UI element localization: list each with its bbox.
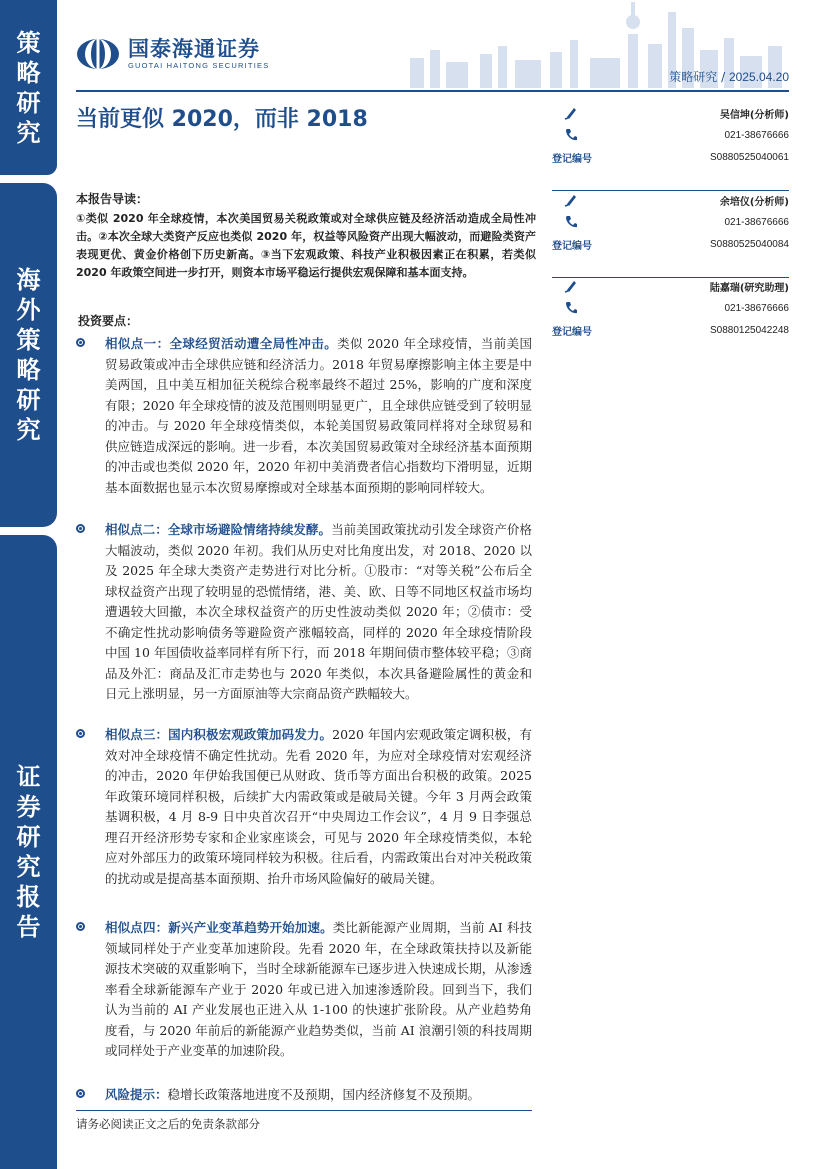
analyst-card [552, 191, 789, 271]
sidebar-char: 证 [16, 763, 41, 791]
sidebar-char: 研 [16, 386, 41, 414]
point-lead: 风险提示： [105, 1087, 168, 1102]
sidebar-char: 究 [16, 416, 41, 444]
disclaimer-note: 请务必阅读正文之后的免责条款部分 [76, 1117, 260, 1131]
logo-english-name: GUOTAI HAITONG SECURITIES [128, 61, 270, 70]
sidebar-char: 海 [16, 266, 41, 294]
sidebar-char: 略 [16, 58, 41, 87]
investment-point [76, 725, 532, 889]
point-body: 类似 2020 年全球疫情，当前美国贸易政策或冲击全球供应链和经济活力。2018 年贸易摩擦影响主体主要是中美两国，且中美互相加征关税综合税率最终不超过 25%，影响的广度和深度有限；2020 年全球疫情的波及范围则明显更广，且全球供应链受到了较明显的冲击。与 2020 年全球疫情类似，本轮美国贸易政策同样将对全球贸易和供应链造成深远的影响。进一步看，本次美国贸易政策对全球经济基本面预期的冲击或也类似 2020 年，2020 年初中美消费者信心指数均下滑明显，近期基本面数据也显示本次贸易摩擦或对全球基本面预期的影响同样较大。 [105, 336, 532, 495]
risk-warning [76, 1085, 532, 1106]
investment-point [76, 334, 532, 498]
sidebar-char: 券 [16, 793, 41, 821]
analyst-card [552, 104, 789, 184]
registration-label: 登记编号 [552, 326, 592, 338]
registration-number: S0880125042248 [710, 324, 789, 336]
bullet-icon [76, 524, 85, 533]
point-lead: 相似点一：全球经贸活动遭全局性冲击。 [105, 336, 338, 351]
logo-emblem-icon [76, 38, 120, 70]
point-lead: 相似点二：全球市场避险情绪持续发酵。 [105, 522, 332, 537]
point-paragraph [105, 520, 532, 705]
sidebar-char: 策 [16, 28, 41, 57]
bullet-icon [76, 922, 85, 931]
investment-points-heading: 投资要点： [78, 314, 139, 328]
phone-icon [564, 301, 578, 315]
sidebar-char: 研 [16, 88, 41, 117]
summary-heading: 本报告导读： [76, 192, 149, 206]
point-body: 类比新能源产业周期，当前 AI 科技领域同样处于产业变革加速阶段。先看 2020 年，在全球政策扶持以及新能源技术突破的双重影响下，当时全球新能源车已逐步进入快速成长期，从渗透率看全球新能源车产业于 2020 年或已进入加速渗透阶段。回到当下，我们认为当前的 AI 产业发展也正进入从 1-100 的快速扩张阶段。从产业趋势角度看，与 2020 年前后的新能源产业趋势类似，当前 AI 浪潮引领的科技周期或同样处于产业变革的加速阶段。 [105, 920, 532, 1058]
phone-icon [564, 215, 578, 229]
sidebar-char: 报 [16, 883, 41, 911]
sidebar-category-tag [0, 0, 57, 175]
meta-separator: / [721, 70, 729, 84]
phone-icon [564, 128, 578, 142]
footer-divider [76, 1110, 532, 1111]
point-paragraph [105, 334, 532, 498]
registration-number: S0880525040084 [710, 238, 789, 250]
logo-chinese-name: 国泰海通证券 [128, 37, 260, 61]
point-paragraph [105, 725, 532, 889]
bullet-icon [76, 1089, 85, 1098]
pen-icon [564, 279, 578, 293]
left-sidebar [0, 0, 57, 1169]
analyst-name: 陆嘉瑞(研究助理) [709, 282, 789, 294]
report-meta [669, 68, 789, 85]
sidebar-char: 研 [16, 823, 41, 851]
sidebar-char: 究 [16, 118, 41, 147]
sidebar-char: 略 [16, 356, 41, 384]
point-paragraph [105, 1085, 532, 1106]
bullet-icon [76, 729, 85, 738]
registration-label: 登记编号 [552, 153, 592, 165]
point-body: 当前美国政策扰动引发全球资产价格大幅波动，类似 2020 年初。我们从历史对比角度出发，对 2018、2020 以及 2025 年全球大类资产走势进行对比分析。①股市：“对等关税”公布后全球权益资产出现了较明显的恐慌情绪，港、美、欧、日等不同地区权益市场均遭遇较大回撤，本次全球权益资产的历史性波动类似 2020 年；②债市：受不确定性扰动影响债务等避险资产涨幅较高，同样的 2020 年全球疫情阶段中国 10 年国债收益率同样有所下行，而 2018 年期间债市整体较平稳；③商品及外汇：商品及汇市走势也与 2020 年类似，本次具备避险属性的黄金和日元上涨明显，另一方面原油等大宗商品资产跌幅较大。 [105, 522, 532, 701]
analyst-name: 余培仪(分析师) [719, 196, 789, 208]
report-category: 策略研究 [669, 70, 718, 84]
pen-icon [564, 106, 578, 120]
bullet-icon [76, 338, 85, 347]
pen-icon [564, 193, 578, 207]
registration-number: S0880525040061 [710, 151, 789, 163]
summary-text: ①类似 2020 年全球疫情，本次美国贸易关税政策或对全球供应链及经济活动造成全局性冲击。②本次全球大类资产反应也类似 2020 年，权益等风险资产出现大幅波动，而避险类资产表现更优、黄金价格创下历史新高。③当下宏观政策、科技产业积极因素正在积累，若类似 2020 年政策空间进一步打开，则资本市场平稳运行提供宏观保障和基本面支持。 [76, 212, 536, 279]
point-paragraph [105, 918, 532, 1062]
sidebar-char: 策 [16, 326, 41, 354]
point-body: 2020 年国内宏观政策定调积极，有效对冲全球疫情不确定性扰动。先看 2020 年，为应对全球疫情对宏观经济的冲击，2020 年伊始我国便已从财政、货币等方面出台积极的政策。2025 年政策环境同样积极，后续扩大内需政策或是破局关键。今年 3 月两会政策基调积极，4 月 8-9 日中央首次召开“中央周边工作会议”，4 月 9 日李强总理召开经济形势专家和企业家座谈会，可见与 2020 年全球疫情类似，本轮应对外部压力的政策环境同样较为积极。往后看，内需政策出台对冲关税政策的扰动或是提高基本面预期、抬升市场风险偏好的破局关键。 [105, 727, 532, 886]
analyst-phone: 021-38676666 [724, 129, 789, 141]
report-title: 当前更似 2020，而非 2018 [76, 107, 368, 132]
analyst-phone: 021-38676666 [724, 302, 789, 314]
report-date: 2025.04.20 [728, 70, 789, 84]
sidebar-char: 告 [16, 913, 41, 941]
sidebar-char: 究 [16, 853, 41, 881]
sidebar-subcategory-tag [0, 183, 57, 527]
analyst-card [552, 277, 789, 357]
company-logo [76, 37, 269, 71]
investment-point [76, 520, 532, 705]
sidebar-report-type-tag [0, 535, 57, 1169]
header-divider [76, 90, 789, 92]
point-lead: 相似点四：新兴产业变革趋势开始加速。 [105, 920, 333, 935]
analyst-name: 吴信坤(分析师) [719, 109, 789, 121]
investment-point [76, 918, 532, 1062]
point-body: 稳增长政策落地进度不及预期，国内经济修复不及预期。 [167, 1087, 481, 1102]
sidebar-char: 外 [16, 296, 41, 324]
point-lead: 相似点三：国内积极宏观政策加码发力。 [105, 727, 333, 742]
analyst-phone: 021-38676666 [724, 216, 789, 228]
registration-label: 登记编号 [552, 240, 592, 252]
